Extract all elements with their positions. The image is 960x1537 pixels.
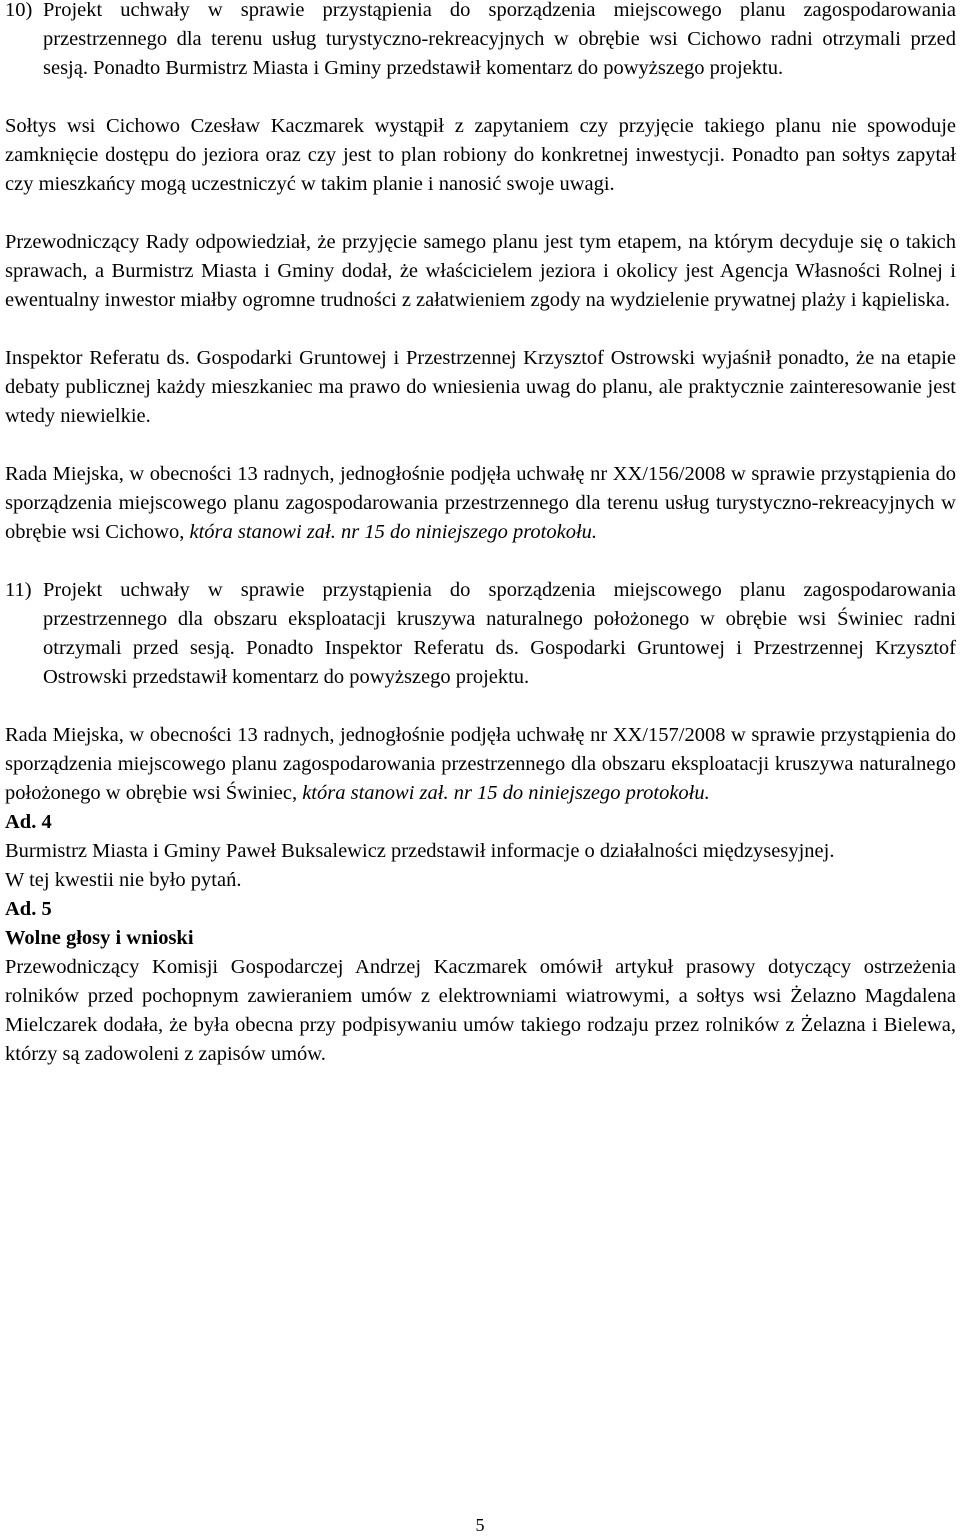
paragraph-przewodniczacy: Przewodniczący Rady odpowiedział, że przyjęcie samego planu jest tym etapem, na którym decyduje się o takich sprawach, a Burmistrz Miasta i Gminy dodał, że właścicielem jeziora i okolicy jest Agencja Własności Rolnej i ewentualny inwestor miałby ogromne trudności z załatwieniem zgody na wydzielenie prywatnej plaży i kąpieliska.: [5, 231, 956, 311]
ad-4-text-2: W tej kwestii nie było pytań.: [5, 869, 242, 891]
ad-5-heading: Ad. 5: [5, 898, 52, 920]
section-10: [5, 0, 956, 83]
section-11: [5, 576, 956, 692]
paragraph-soltys: Sołtys wsi Cichowo Czesław Kaczmarek wystąpił z zapytaniem czy przyjęcie takiego planu nie spowoduje zamknięcie dostępu do jeziora oraz czy jest to plan robiony do konkretnej inwestycji. Ponadto pan sołtys zapytał czy mieszkańcy mogą uczestniczyć w takim planie i nanosić swoje uwagi.: [5, 115, 956, 195]
section-10-text: Projekt uchwały w sprawie przystąpienia do sporządzenia miejscowego planu zagospodarowania przestrzennego dla terenu usług turystyczno-rekreacyjnych w obrębie wsi Cichowo radni otrzymali przed sesją. Ponadto Burmistrz Miasta i Gminy przedstawił komentarz do powyższego projektu.: [43, 0, 956, 79]
resolution-156: [5, 460, 956, 547]
ad-4-heading: Ad. 4: [5, 811, 52, 833]
resolution-157: [5, 721, 956, 808]
section-11-number: 11): [5, 579, 32, 601]
document-page: [5, 0, 956, 1069]
resolution-156-attachment: która stanowi zał. nr 15 do niniejszego protokołu.: [189, 521, 598, 543]
resolution-157-attachment: która stanowi zał. nr 15 do niniejszego protokołu.: [302, 782, 710, 804]
page-number: 5: [475, 1515, 485, 1535]
resolution-157-text: Rada Miejska, w obecności 13 radnych, jednogłośnie podjęła uchwałę nr XX/157/2008 w sprawie przystąpienia do sporządzenia miejscowego planu zagospodarowania przestrzennego dla obszaru eksploatacji kruszywa naturalnego położonego w obrębie wsi Świniec,: [5, 724, 956, 804]
paragraph-inspektor: Inspektor Referatu ds. Gospodarki Gruntowej i Przestrzennej Krzysztof Ostrowski wyjaśnił ponadto, że na etapie debaty publicznej każdy mieszkaniec ma prawo do wniesienia uwag do planu, ale praktycznie zainteresowanie jest wtedy niewielkie.: [5, 347, 956, 427]
section-11-text: Projekt uchwały w sprawie przystąpienia do sporządzenia miejscowego planu zagospodarowania przestrzennego dla obszaru eksploatacji kruszywa naturalnego położonego w obrębie wsi Świniec radni otrzymali przed sesją. Ponadto Inspektor Referatu ds. Gospodarki Gruntowej i Przestrzennej Krzysztof Ostrowski przedstawił komentarz do powyższego projektu.: [43, 579, 956, 688]
resolution-156-text: Rada Miejska, w obecności 13 radnych, jednogłośnie podjęła uchwałę nr XX/156/2008 w sprawie przystąpienia do sporządzenia miejscowego planu zagospodarowania przestrzennego dla terenu usług turystyczno-rekreacyjnych w obrębie wsi Cichowo,: [5, 463, 956, 543]
section-10-number: 10): [5, 0, 33, 21]
ad-5-text: Przewodniczący Komisji Gospodarczej Andrzej Kaczmarek omówił artykuł prasowy dotyczący ostrzeżenia rolników przed pochopnym zawieraniem umów z elektrowniami wiatrowymi, a sołtys wsi Żelazno Magdalena Mielczarek dodała, że była obecna przy podpisywaniu umów takiego rodzaju przez rolników z Żelazna i Bielewa, którzy są zadowoleni z zapisów umów.: [5, 956, 956, 1065]
ad-5-subheading: Wolne głosy i wnioski: [5, 927, 194, 949]
ad-4-text: Burmistrz Miasta i Gminy Paweł Buksalewicz przedstawił informacje o działalności międzysesyjnej.: [5, 840, 835, 862]
